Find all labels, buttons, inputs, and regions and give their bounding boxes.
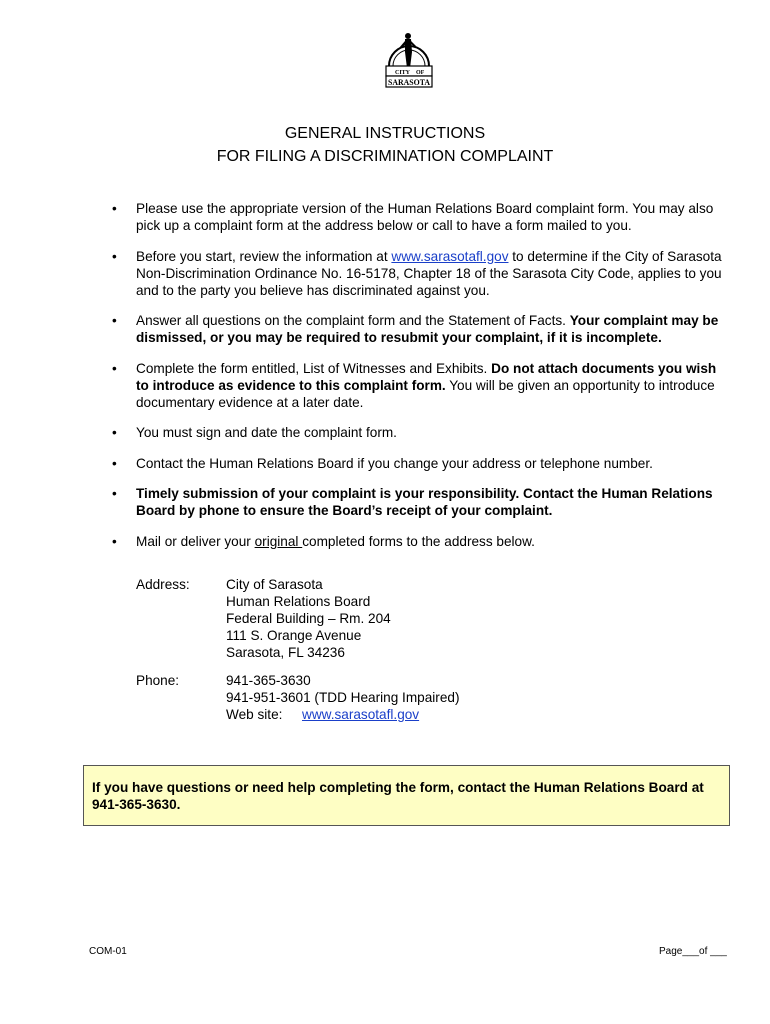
page-number: Page___of ___ xyxy=(659,946,727,957)
list-item: • Mail or deliver your original completed forms to the address below. xyxy=(112,533,535,549)
address-label: Address: xyxy=(136,577,190,592)
title-line-2: FOR FILING A DISCRIMINATION COMPLAINT xyxy=(216,148,554,165)
svg-text:SARASOTA: SARASOTA xyxy=(388,78,431,87)
svg-text:OF: OF xyxy=(416,70,425,76)
list-item: • You must sign and date the complaint form. xyxy=(112,425,397,440)
form-id: COM-01 xyxy=(89,946,127,957)
title-line-1: GENERAL INSTRUCTIONS xyxy=(284,125,486,142)
list-item: • Complete the form entitled, List of Witnesses and Exhibits. Do not attach documents you wish to introduce as evidence to this complaint form. You will be given an opportunity to introduce documentary evidence at a later date. xyxy=(112,360,717,410)
phone-number: 941-365-3630 xyxy=(226,673,311,688)
website-link[interactable]: www.sarasotafl.gov xyxy=(391,248,509,264)
address-line: Federal Building – Rm. 204 xyxy=(226,611,391,626)
svg-text:CITY: CITY xyxy=(395,70,411,76)
phone-label: Phone: xyxy=(136,673,180,688)
address-line: Human Relations Board xyxy=(226,594,371,609)
list-item: • Answer all questions on the complaint form and the Statement of Facts. Your complaint may be dismissed, or you may be required to resubmit your complaint, if it is incomplete. xyxy=(112,313,719,345)
list-item: • Please use the appropriate version of the Human Relations Board complaint form. You may also pick up a complaint form at the address below or call to have a form mailed to you. xyxy=(112,201,714,233)
website-label: Web site: xyxy=(226,707,283,722)
tdd-number: 941-951-3601 (TDD Hearing Impaired) xyxy=(226,690,460,705)
address-line: City of Sarasota xyxy=(226,577,323,592)
website-row xyxy=(226,706,419,723)
help-notice: If you have questions or need help completing the form, contact the Human Relations Board at 941-365-3630. xyxy=(83,765,730,826)
website-link[interactable]: www.sarasotafl.gov xyxy=(302,707,420,722)
address-line: Sarasota, FL 34236 xyxy=(226,645,345,660)
list-item: • Contact the Human Relations Board if you change your address or telephone number. xyxy=(112,455,653,471)
instruction-list xyxy=(110,200,725,563)
list-item: • Before you start, review the information at www.sarasotafl.gov to determine if the City of Sarasota Non-Discrimination Ordinance No. 16-5178, Chapter 18 of the Sarasota City Code, applies to you and to the party you believe has discriminated against you. xyxy=(112,248,722,298)
city-of-sarasota-logo xyxy=(383,28,435,90)
list-item: • Timely submission of your complaint is your responsibility. Contact the Human Relations Board by phone to ensure the Board’s receipt of your complaint. xyxy=(112,486,713,518)
address-line: 111 S. Orange Avenue xyxy=(226,628,362,643)
